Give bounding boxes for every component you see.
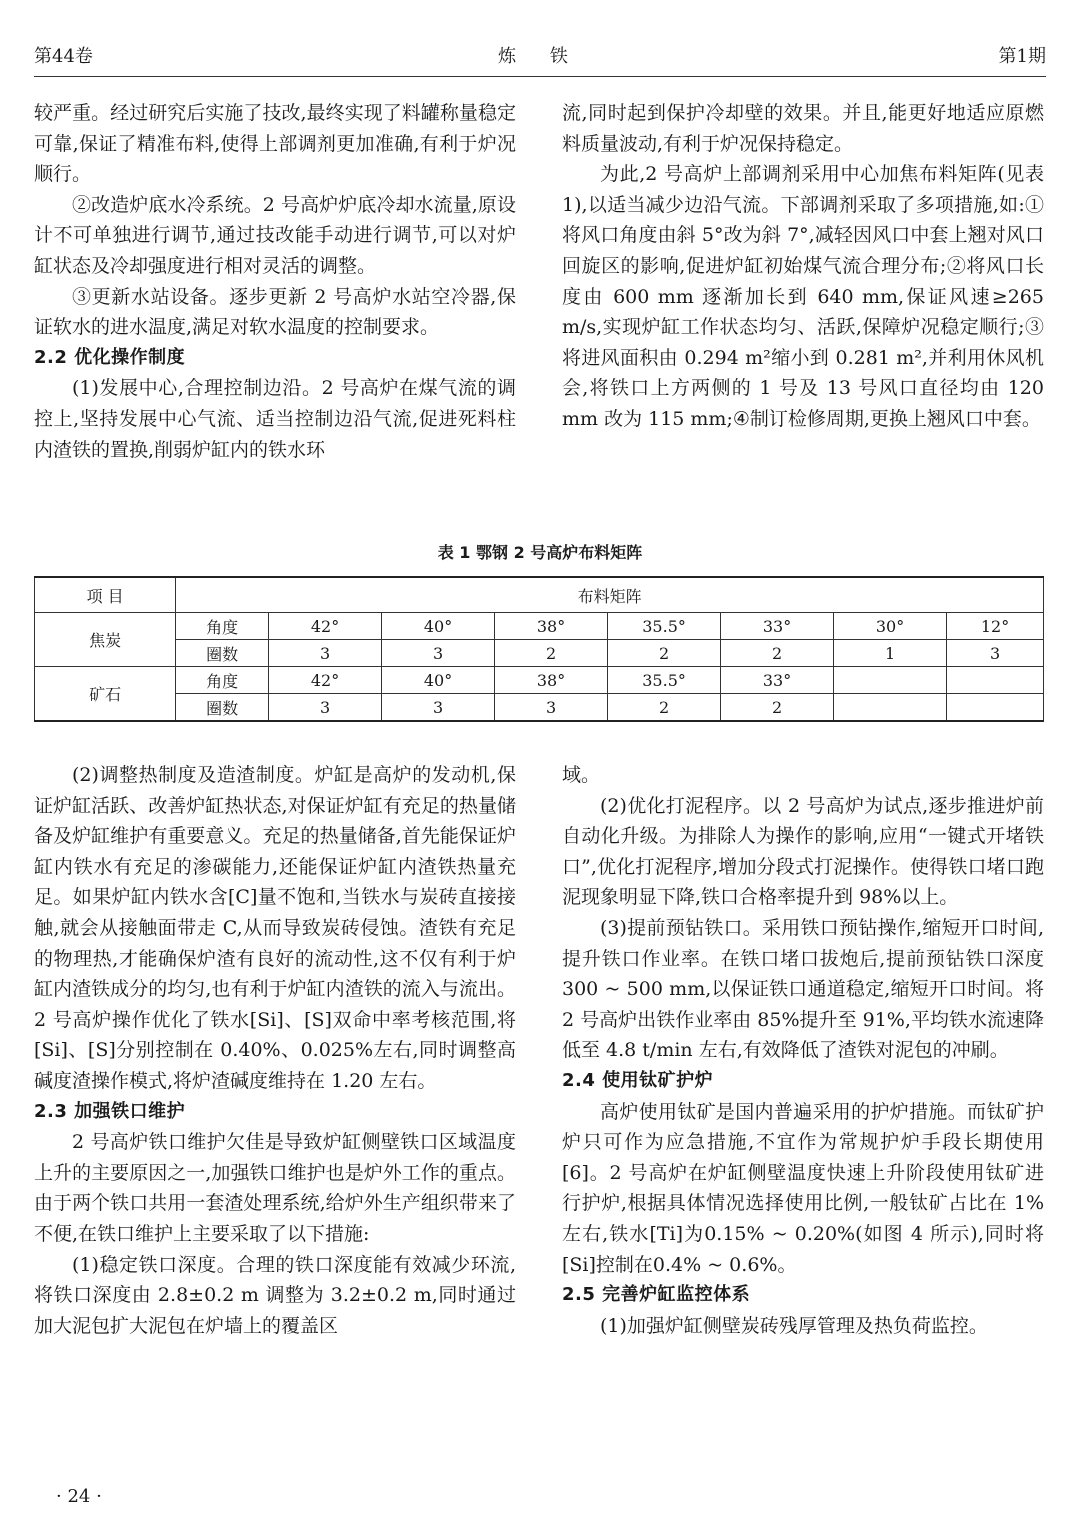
row-label-cell: 角度 [176, 613, 269, 640]
table-cell: 3 [269, 640, 382, 667]
row-label-cell: 圈数 [176, 694, 269, 722]
text-column-bottom-left [34, 760, 516, 1341]
burden-matrix-table [34, 576, 1044, 722]
table-cell: 38° [495, 613, 608, 640]
table-cell: 3 [269, 694, 382, 722]
table-header-row [35, 577, 1044, 613]
section-heading: 2.5 完善炉缸监控体系 [562, 1284, 751, 1306]
material-group-cell: 矿石 [35, 667, 176, 722]
table-row [35, 640, 1044, 667]
table-cell: 3 [382, 640, 495, 667]
text-column-top-right [562, 98, 1044, 435]
table-cell: 2 [608, 640, 721, 667]
paragraph: (2)优化打泥程序。以 2 号高炉为试点,逐步推进炉前自动化升级。为排除人为操作的影响,应用“一键式开堵铁口”,优化打泥程序,增加分段式打泥操作。使得铁口堵口跑泥现象明显下降,铁口合格率提升到 98%以上。 [562, 794, 1044, 909]
table-cell: 2 [721, 640, 834, 667]
paragraph: 域。 [562, 764, 601, 786]
paragraph: (1)加强炉缸侧壁炭砖残厚管理及热负荷监控。 [600, 1314, 988, 1337]
table-cell: 38° [495, 667, 608, 694]
page-number: · 24 · [56, 1486, 102, 1507]
table-row [35, 613, 1044, 640]
paragraph: (1)稳定铁口深度。合理的铁口深度能有效减少环流,将铁口深度由 2.8±0.2 m 调整为 3.2±0.2 m,同时通过加大泥包扩大泥包在炉墙上的覆盖区 [34, 1253, 516, 1337]
paragraph: 为此,2 号高炉上部调剂采用中心加焦布料矩阵(见表 1),以适当减少边沿气流。下部调剂采取了多项措施,如:①将风口角度由斜 5°改为斜 7°,减轻因风口中套上翘对风口回旋区的影响,促进炉缸初始煤气流合理分布;②将风口长度由 600 mm 逐渐加长到 640 mm,保证风速≥265 m/s,实现炉缸工作状态均匀、活跃,保障炉况稳定顺行;③将进风面积由 0.294 m²缩小到 0.281 m²,并利用休风机会,将铁口上方两侧的 1 号及 13 号风口直径均由 120 mm 改为 115 mm;④制订检修周期,更换上翘风口中套。 [562, 163, 1044, 430]
section-heading: 2.2 优化操作制度 [34, 346, 186, 368]
section-heading: 2.3 加强铁口维护 [34, 1100, 186, 1122]
table-row [35, 667, 1044, 694]
volume-label: 第44卷 [34, 46, 93, 67]
journal-title: 炼 铁 [498, 46, 582, 67]
table-cell: 33° [721, 613, 834, 640]
table-caption: 表 1 鄂钢 2 号高炉布料矩阵 [437, 543, 643, 562]
table-cell: 3 [947, 640, 1044, 667]
table-cell: 35.5° [608, 667, 721, 694]
material-group-cell: 焦炭 [35, 613, 176, 667]
table-cell [834, 667, 947, 694]
paragraph: 较严重。经过研究后实施了技改,最终实现了料罐称量稳定可靠,保证了精准布料,使得上部调剂更加准确,有利于炉况顺行。 [34, 102, 516, 186]
table-cell: 42° [269, 667, 382, 694]
table-cell: 42° [269, 613, 382, 640]
paragraph: 流,同时起到保护冷却壁的效果。并且,能更好地适应原燃料质量波动,有利于炉况保持稳定。 [562, 102, 1044, 155]
table-cell: 1 [834, 640, 947, 667]
paragraph: (1)发展中心,合理控制边沿。2 号高炉在煤气流的调控上,坚持发展中心气流、适当控制边沿气流,促进死料柱内渣铁的置换,削弱炉缸内的铁水环 [34, 377, 516, 461]
paragraph: 高炉使用钛矿是国内普遍采用的护炉措施。而钛矿护炉只可作为应急措施,不宜作为常规护炉手段长期使用[6]。2 号高炉在炉缸侧壁温度快速上升阶段使用钛矿进行护炉,根据具体情况选择使用比例,一般钛矿占比在 1%左右,铁水[Ti]为0.15% ~ 0.20%(如图 4 所示),同时将[Si]控制在0.4% ~ 0.6%。 [562, 1100, 1044, 1276]
text-column-top-left [34, 98, 516, 465]
table-cell [947, 694, 1044, 722]
table-cell: 3 [495, 694, 608, 722]
table-row [35, 694, 1044, 722]
table-cell: 2 [495, 640, 608, 667]
table-cell: 12° [947, 613, 1044, 640]
row-label-cell: 圈数 [176, 640, 269, 667]
paragraph: ②改造炉底水冷系统。2 号高炉炉底冷却水流量,原设计不可单独进行调节,通过技改能手动进行调节,可以对炉缸状态及冷却强度进行相对灵活的调整。 [34, 193, 516, 277]
running-header [34, 40, 1046, 77]
table-cell: 40° [382, 613, 495, 640]
table-cell [834, 694, 947, 722]
table-cell: 40° [382, 667, 495, 694]
row-label-cell: 角度 [176, 667, 269, 694]
paragraph: (2)调整热制度及造渣制度。炉缸是高炉的发动机,保证炉缸活跃、改善炉缸热状态,对保证炉缸有充足的热量储备及炉缸维护有重要意义。充足的热量储备,首先能保证炉缸内铁水有充足的渗碳能力,还能保证炉缸内渣铁热量充足。如果炉缸内铁水含[C]量不饱和,当铁水与炭砖直接接触,就会从接触面带走 C,从而导致炭砖侵蚀。渣铁有充足的物理热,才能确保炉渣有良好的流动性,这不仅有利于炉缸内渣铁成分的均匀,也有利于炉缸内渣铁的流入与流出。2 号高炉操作优化了铁水[Si]、[S]双命中率考核范围,将[Si]、[S]分别控制在 0.40%、0.025%左右,同时调整高碱度渣操作模式,将炉渣碱度维持在 1.20 左右。 [34, 764, 516, 1092]
text-column-bottom-right [562, 760, 1044, 1341]
table-cell: 2 [721, 694, 834, 722]
paragraph: ③更新水站设备。逐步更新 2 号高炉水站空冷器,保证软水的进水温度,满足对软水温度的控制要求。 [34, 285, 516, 339]
paragraph: (3)提前预钻铁口。采用铁口预钻操作,缩短开口时间,提升铁口作业率。在铁口堵口拔炮后,提前预钻铁口深度 300 ~ 500 mm,以保证铁口通道稳定,缩短开口时间。将 2 号高炉出铁作业率由 85%提升至 91%,平均铁水流速降低至 4.8 t/min 左右,有效降低了渣铁对泥包的冲刷。 [562, 916, 1044, 1062]
table-cell: 35.5° [608, 613, 721, 640]
table-cell: 2 [608, 694, 721, 722]
table-cell: 3 [382, 694, 495, 722]
paragraph: 2 号高炉铁口维护欠佳是导致炉缸侧壁铁口区域温度上升的主要原因之一,加强铁口维护也是炉外工作的重点。由于两个铁口共用一套渣处理系统,给炉外生产组织带来了不便,在铁口维护上主要采取了以下措施: [34, 1131, 516, 1245]
header-matrix: 布料矩阵 [176, 577, 1044, 613]
table-cell: 30° [834, 613, 947, 640]
issue-label: 第1期 [998, 46, 1046, 67]
header-item: 项 目 [35, 577, 176, 613]
section-heading: 2.4 使用钛矿护炉 [562, 1069, 714, 1091]
table-cell [947, 667, 1044, 694]
table-cell: 33° [721, 667, 834, 694]
